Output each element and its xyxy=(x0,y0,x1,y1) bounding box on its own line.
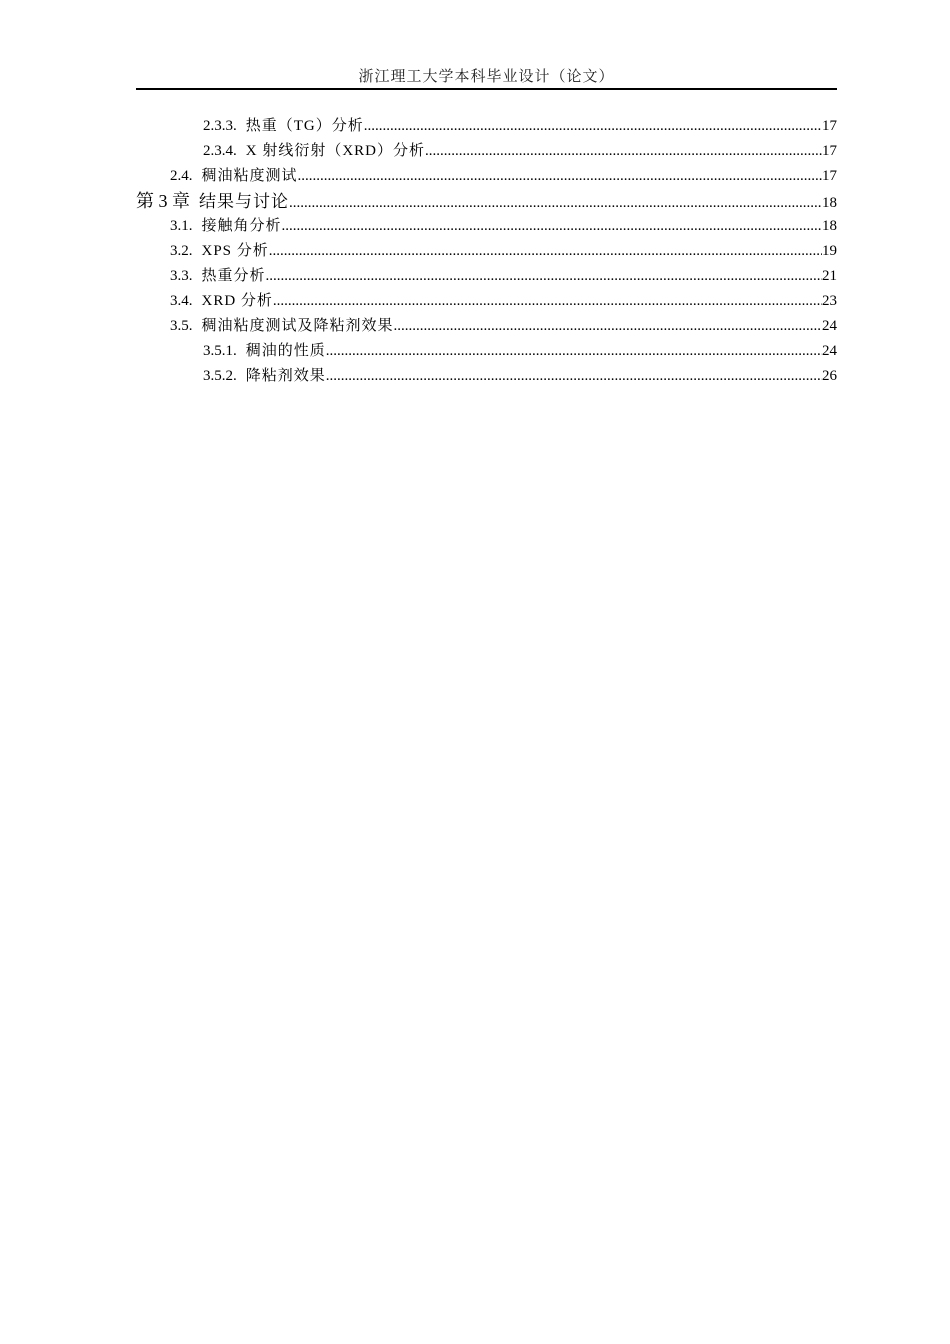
toc-entry-title: X 射线衍射（XRD）分析 xyxy=(245,143,426,159)
toc-entry-number: 2.3.4. xyxy=(203,143,237,159)
toc-entry-number: 3.5.1. xyxy=(203,343,237,359)
toc-entry-chapter-3[interactable] xyxy=(136,189,837,214)
toc-entry-title: 接触角分析 xyxy=(201,218,282,234)
toc-entry-title: 热重分析 xyxy=(201,268,266,284)
toc-entry-3-1[interactable] xyxy=(136,214,837,239)
toc-dot-leader xyxy=(326,339,822,364)
toc-entry-title: 稠油粘度测试及降粘剂效果 xyxy=(201,318,394,334)
toc-entry-number: 2.3.3. xyxy=(203,118,237,134)
toc-entry-page: 17 xyxy=(822,143,837,159)
toc-entry-2-3-3[interactable] xyxy=(136,114,837,139)
toc-entry-number: 3.2. xyxy=(170,243,193,259)
toc-entry-page: 21 xyxy=(822,268,837,284)
toc-entry-page: 17 xyxy=(822,118,837,134)
toc-entry-number: 3.4. xyxy=(170,293,193,309)
toc-dot-leader xyxy=(269,239,822,264)
toc-entry-number: 3.3. xyxy=(170,268,193,284)
toc-entry-title: 热重（TG）分析 xyxy=(245,118,364,134)
toc-entry-3-3[interactable] xyxy=(136,264,837,289)
toc-entry-3-4[interactable] xyxy=(136,289,837,314)
toc-entry-title: 稠油的性质 xyxy=(245,343,326,359)
toc-entry-title: XPS 分析 xyxy=(201,243,269,259)
toc-entry-page: 26 xyxy=(822,368,837,384)
toc-entry-title: 降粘剂效果 xyxy=(245,368,326,384)
page-header: 浙江理工大学本科毕业设计（论文） xyxy=(136,66,837,90)
toc-dot-leader xyxy=(266,264,822,289)
toc-entry-page: 19 xyxy=(822,243,837,259)
toc-entry-page: 23 xyxy=(822,293,837,309)
toc-entry-number: 3.5.2. xyxy=(203,368,237,384)
toc-entry-page: 24 xyxy=(822,343,837,359)
toc-entry-title: 结果与讨论 xyxy=(199,192,289,212)
toc-entry-3-2[interactable] xyxy=(136,239,837,264)
toc-entry-title: XRD 分析 xyxy=(201,293,273,309)
toc-entry-number: 2.4. xyxy=(170,168,193,184)
toc-dot-leader xyxy=(394,314,822,339)
toc-entry-2-4[interactable] xyxy=(136,164,837,189)
toc-entry-page: 18 xyxy=(822,218,837,234)
toc-dot-leader xyxy=(282,214,822,239)
toc-entry-page: 17 xyxy=(822,168,837,184)
toc-entry-number: 3.1. xyxy=(170,218,193,234)
toc-dot-leader xyxy=(364,114,822,139)
toc-dot-leader xyxy=(425,139,822,164)
toc-dot-leader xyxy=(273,289,822,314)
toc-dot-leader xyxy=(289,191,822,216)
toc-dot-leader xyxy=(298,164,822,189)
toc-entry-title: 稠油粘度测试 xyxy=(201,168,298,184)
toc-entry-3-5-2[interactable] xyxy=(136,364,837,389)
toc-entry-number: 3.5. xyxy=(170,318,193,334)
toc-entry-2-3-4[interactable] xyxy=(136,139,837,164)
toc-entry-number: 第 3 章 xyxy=(136,191,190,211)
toc-entry-page: 18 xyxy=(822,195,837,211)
toc-dot-leader xyxy=(326,364,822,389)
toc-entry-3-5-1[interactable] xyxy=(136,339,837,364)
table-of-contents xyxy=(136,114,837,389)
toc-entry-3-5[interactable] xyxy=(136,314,837,339)
toc-entry-page: 24 xyxy=(822,318,837,334)
